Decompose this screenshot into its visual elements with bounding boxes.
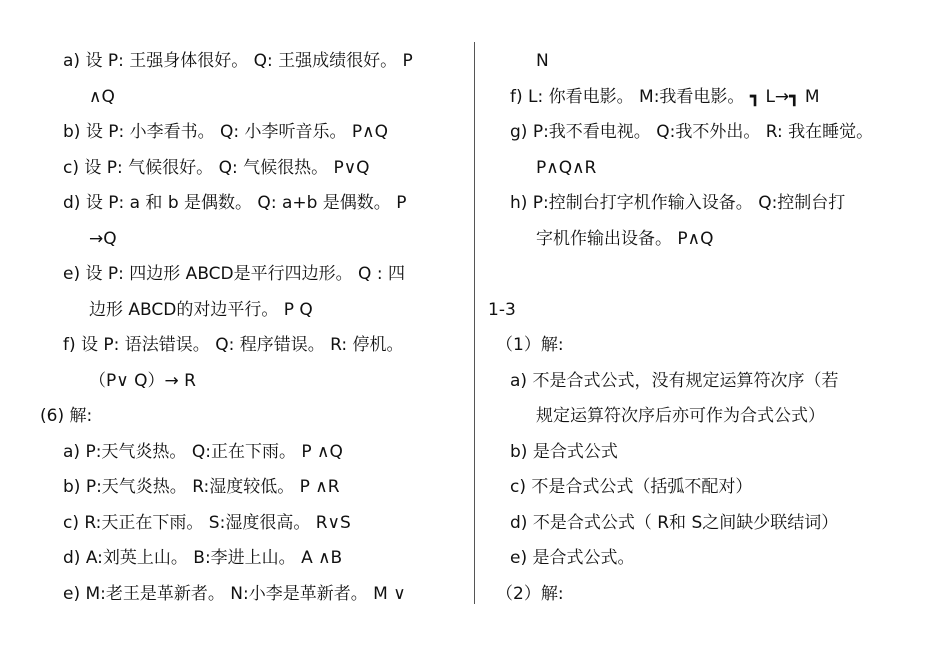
text-line: （P∨ Q）→ R xyxy=(89,370,196,391)
blank-line xyxy=(488,257,918,293)
text-line: b) 设 P: 小李看书。 Q: 小李听音乐。 P∧Q xyxy=(63,122,389,142)
left-column xyxy=(40,44,468,612)
text-line: g) P:我不看电视。 Q:我不外出。 R: 我在睡觉。 xyxy=(510,122,874,142)
text-line: 边形 ABCD的对边平行。 P Q xyxy=(89,299,313,320)
section-heading: 1-3 xyxy=(488,299,516,320)
text-line: b) P:天气炎热。 R:湿度较低。 P ∧R xyxy=(63,477,340,497)
text-line: e) M:老王是革新者。 N:小李是革新者。 M ∨ xyxy=(63,583,406,604)
subsection-heading: （2）解: xyxy=(496,583,564,604)
text-line: b) 是合式公式 xyxy=(510,441,618,462)
text-line: a) 不是合式公式，没有规定运算符次序（若 xyxy=(510,370,839,391)
text-line: d) 设 P: a 和 b 是偶数。 Q: a+b 是偶数。 P xyxy=(63,193,407,213)
section-heading: (6) 解: xyxy=(40,406,93,426)
text-line: 规定运算符次序后亦可作为合式公式） xyxy=(536,406,825,426)
text-line: f) 设 P: 语法错误。 Q: 程序错误。 R: 停机。 xyxy=(63,335,404,355)
text-line: f) L: 你看电影。 M:我看电影。 ┓ L→┓ M xyxy=(510,86,820,107)
text-line: c) 设 P: 气候很好。 Q: 气候很热。 P∨Q xyxy=(63,157,370,178)
text-line: c) 不是合式公式（括弧不配对） xyxy=(510,477,753,497)
text-line: 字机作输出设备。 P∧Q xyxy=(536,228,714,249)
text-line: e) 是合式公式。 xyxy=(510,548,635,568)
text-line: a) P:天气炎热。 Q:正在下雨。 P ∧Q xyxy=(63,441,343,462)
column-divider xyxy=(474,42,475,604)
text-line: P∧Q∧R xyxy=(536,157,597,178)
text-line: c) R:天正在下雨。 S:湿度很高。 R∨S xyxy=(63,512,351,533)
text-line: N xyxy=(536,51,549,71)
text-line: d) 不是合式公式（ R和 S之间缺少联结词） xyxy=(510,512,839,533)
text-line: a) 设 P: 王强身体很好。 Q: 王强成绩很好。 P xyxy=(63,51,413,71)
text-line: ∧Q xyxy=(89,86,115,107)
text-line: e) 设 P: 四边形 ABCD是平行四边形。 Q : 四 xyxy=(63,264,405,284)
right-column xyxy=(488,44,918,612)
subsection-heading: （1）解: xyxy=(496,335,564,355)
text-line: d) A:刘英上山。 B:李进上山。 A ∧B xyxy=(63,548,343,568)
text-line: h) P:控制台打字机作输入设备。 Q:控制台打 xyxy=(510,193,846,213)
text-line: →Q xyxy=(89,228,117,249)
